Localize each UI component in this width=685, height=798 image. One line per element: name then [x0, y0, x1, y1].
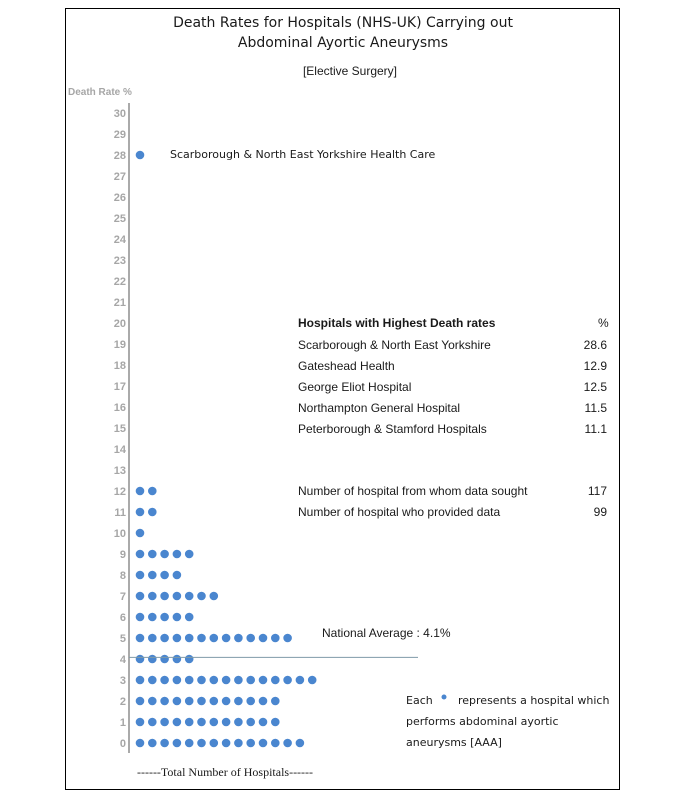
y-tick-label: 18 — [113, 360, 126, 372]
hospital-point — [160, 697, 169, 706]
hospital-point — [222, 634, 231, 643]
hospital-point — [160, 592, 169, 601]
stat-label: Number of hospital from whom data sought — [298, 484, 528, 498]
table-row-name: Peterborough & Stamford Hospitals — [298, 422, 487, 436]
hospital-point — [148, 655, 157, 664]
hospital-point — [160, 550, 169, 559]
y-tick-label: 17 — [113, 381, 126, 393]
hospital-point — [197, 592, 206, 601]
hospital-point — [259, 697, 268, 706]
hospital-point — [283, 676, 292, 685]
hospital-point — [160, 613, 169, 622]
hospital-point — [234, 676, 243, 685]
hospital-point — [136, 739, 145, 748]
hospital-point — [222, 739, 231, 748]
y-tick-label: 22 — [113, 276, 126, 288]
y-tick-label: 11 — [114, 507, 126, 519]
hospital-point — [148, 634, 157, 643]
y-tick-label: 16 — [113, 402, 126, 414]
y-tick-label: 15 — [113, 423, 126, 435]
hospital-point — [283, 634, 292, 643]
hospital-point — [210, 718, 219, 727]
hospital-point — [136, 550, 145, 559]
hospital-point — [160, 655, 169, 664]
hospital-point — [148, 592, 157, 601]
hospital-point — [271, 697, 280, 706]
hospital-point — [259, 718, 268, 727]
hospital-point — [148, 697, 157, 706]
hospital-point — [136, 571, 145, 580]
hospital-point — [136, 151, 145, 160]
hospital-point — [259, 739, 268, 748]
y-tick-label: 24 — [113, 234, 126, 246]
chart-subtitle: [Elective Surgery] — [302, 64, 398, 78]
hospital-point — [259, 676, 268, 685]
x-axis-label: ------Total Number of Hospitals------ — [136, 765, 314, 779]
table-rows — [298, 338, 607, 436]
hospital-point — [136, 592, 145, 601]
hospital-point — [173, 592, 182, 601]
hospital-point — [234, 697, 243, 706]
hospital-point — [210, 739, 219, 748]
y-tick-label: 10 — [113, 528, 126, 540]
y-tick-label: 2 — [119, 696, 126, 708]
table-row-name: Scarborough & North East Yorkshire — [298, 338, 491, 352]
hospital-point — [234, 739, 243, 748]
y-tick-label: 3 — [119, 675, 126, 687]
y-tick-label: 29 — [113, 129, 126, 141]
hospital-point — [222, 718, 231, 727]
hospital-point — [246, 697, 255, 706]
hospital-point — [160, 571, 169, 580]
legend-suffix: represents a hospital which — [458, 694, 610, 707]
chart-title-line2: Abdominal Ayortic Aneurysms — [237, 35, 449, 51]
stats-rows — [298, 484, 607, 519]
hospital-point — [148, 550, 157, 559]
hospital-point — [210, 676, 219, 685]
y-tick-label: 28 — [113, 150, 126, 162]
hospital-point — [210, 634, 219, 643]
y-tick-label: 5 — [119, 633, 126, 645]
hospital-point — [185, 634, 194, 643]
hospital-point — [136, 634, 145, 643]
hospital-point — [246, 718, 255, 727]
hospital-point — [222, 697, 231, 706]
hospital-point — [197, 634, 206, 643]
legend-prefix: Each — [406, 694, 433, 707]
stat-value: 117 — [587, 484, 607, 498]
table-header: Hospitals with Highest Death rates — [298, 316, 496, 330]
hospital-point — [136, 655, 145, 664]
chart-title-line1: Death Rates for Hospitals (NHS-UK) Carrying out — [173, 15, 513, 31]
y-tick-label: 23 — [113, 255, 126, 267]
hospital-point — [136, 529, 145, 538]
hospital-point — [283, 739, 292, 748]
hospital-point — [234, 718, 243, 727]
hospital-point — [136, 487, 145, 496]
hospital-point — [148, 571, 157, 580]
hospital-point — [173, 739, 182, 748]
table-row-name: Northampton General Hospital — [298, 401, 461, 415]
hospital-point — [197, 697, 206, 706]
hospital-point — [271, 718, 280, 727]
hospital-point — [210, 592, 219, 601]
hospital-point — [271, 739, 280, 748]
hospital-point — [136, 508, 145, 517]
legend-dot-icon — [442, 695, 447, 700]
hospital-point — [148, 487, 157, 496]
table-row-name: Gateshead Health — [298, 359, 395, 373]
table-row-value: 28.6 — [583, 338, 607, 352]
hospital-point — [296, 739, 305, 748]
hospital-point — [308, 676, 317, 685]
hospital-point — [197, 718, 206, 727]
table-row-value: 11.1 — [584, 422, 607, 436]
y-axis-label: Death Rate % — [68, 87, 132, 98]
hospital-point — [148, 508, 157, 517]
y-ticks — [114, 108, 127, 750]
hospital-point — [136, 718, 145, 727]
y-tick-label: 25 — [113, 213, 126, 225]
y-tick-label: 7 — [119, 591, 126, 603]
hospital-point — [210, 697, 219, 706]
y-tick-label: 20 — [113, 318, 126, 330]
y-tick-label: 8 — [119, 570, 126, 582]
outlier-label: Scarborough & North East Yorkshire Health Care — [170, 148, 436, 161]
hospital-point — [160, 676, 169, 685]
hospital-point — [185, 718, 194, 727]
hospital-point — [185, 676, 194, 685]
y-tick-label: 26 — [113, 192, 126, 204]
y-tick-label: 19 — [113, 339, 126, 351]
stat-label: Number of hospital who provided data — [298, 505, 501, 519]
table-row-value: 12.5 — [583, 380, 607, 394]
hospital-point — [136, 613, 145, 622]
hospital-point — [173, 634, 182, 643]
hospital-point — [148, 739, 157, 748]
y-tick-label: 1 — [119, 717, 126, 729]
hospital-point — [136, 697, 145, 706]
hospital-point — [173, 718, 182, 727]
y-tick-label: 12 — [113, 486, 126, 498]
hospital-point — [259, 634, 268, 643]
hospital-point — [148, 676, 157, 685]
hospital-point — [271, 634, 280, 643]
hospital-point — [246, 676, 255, 685]
stat-value: 99 — [593, 505, 607, 519]
legend-line3: aneurysms [AAA] — [406, 736, 502, 749]
table-row-name: George Eliot Hospital — [298, 380, 412, 394]
hospital-point — [173, 550, 182, 559]
hospital-point — [173, 676, 182, 685]
hospital-point — [246, 739, 255, 748]
hospital-point — [148, 718, 157, 727]
y-tick-label: 27 — [113, 171, 126, 183]
national-average-label: National Average : 4.1% — [322, 626, 451, 640]
hospital-point — [197, 676, 206, 685]
hospital-point — [160, 718, 169, 727]
y-tick-label: 4 — [119, 654, 126, 666]
hospital-point — [185, 613, 194, 622]
hospital-point — [271, 676, 280, 685]
hospital-point — [173, 655, 182, 664]
hospital-point — [185, 739, 194, 748]
hospital-point — [148, 613, 157, 622]
hospital-point — [234, 634, 243, 643]
hospital-point — [185, 655, 194, 664]
table-row-value: 11.5 — [584, 401, 607, 415]
hospital-point — [185, 550, 194, 559]
hospital-point — [246, 634, 255, 643]
hospital-point — [160, 739, 169, 748]
y-tick-label: 9 — [119, 549, 126, 561]
y-tick-label: 0 — [119, 738, 126, 750]
hospital-point — [136, 676, 145, 685]
hospital-point — [197, 739, 206, 748]
hospital-point — [185, 592, 194, 601]
table-header-unit: % — [598, 316, 609, 330]
y-tick-label: 30 — [113, 108, 126, 120]
hospital-point — [173, 613, 182, 622]
y-tick-label: 14 — [113, 444, 126, 456]
hospital-point — [160, 634, 169, 643]
legend-line2: performs abdominal ayortic — [406, 715, 559, 728]
hospital-point — [185, 697, 194, 706]
y-tick-label: 6 — [119, 612, 126, 624]
table-row-value: 12.9 — [583, 359, 607, 373]
y-tick-label: 13 — [113, 465, 126, 477]
hospital-point — [173, 571, 182, 580]
hospital-point — [173, 697, 182, 706]
hospital-point — [296, 676, 305, 685]
hospital-point — [222, 676, 231, 685]
y-tick-label: 21 — [113, 297, 126, 309]
